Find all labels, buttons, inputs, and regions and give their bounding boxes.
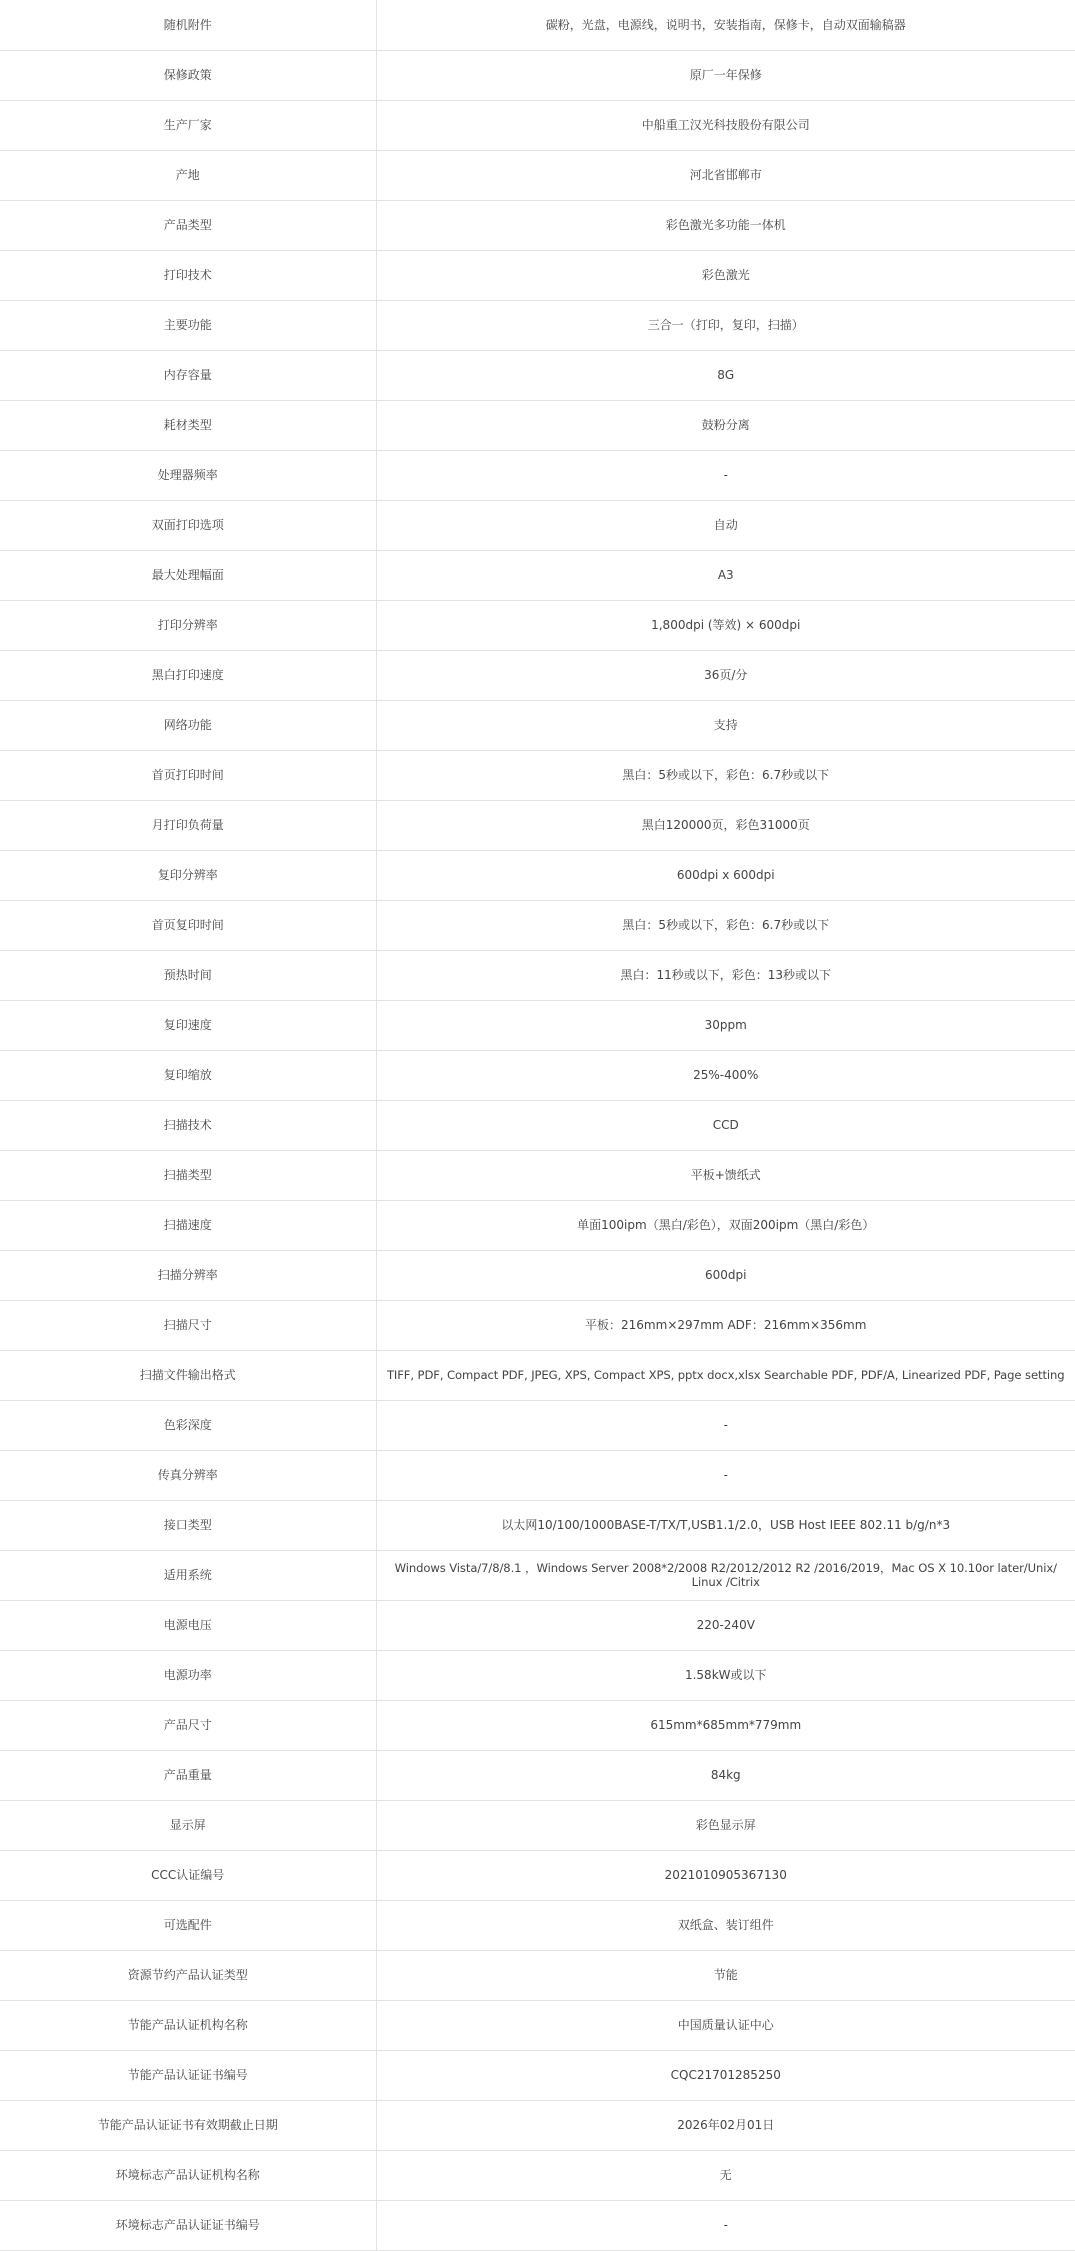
spec-row <box>0 1650 1075 1700</box>
spec-label: 打印技术 <box>0 250 376 300</box>
spec-value: 600dpi x 600dpi <box>376 850 1075 900</box>
spec-value: CCD <box>376 1100 1075 1150</box>
spec-value: CQC21701285250 <box>376 2050 1075 2100</box>
spec-value: 河北省邯郸市 <box>376 150 1075 200</box>
spec-label: 生产厂家 <box>0 100 376 150</box>
spec-label: 扫描类型 <box>0 1150 376 1200</box>
spec-value: - <box>376 1450 1075 1500</box>
spec-value: 自动 <box>376 500 1075 550</box>
spec-value: 双纸盒、装订组件 <box>376 1900 1075 1950</box>
spec-label: 接口类型 <box>0 1500 376 1550</box>
spec-row <box>0 950 1075 1000</box>
spec-row <box>0 2150 1075 2200</box>
spec-label: 传真分辨率 <box>0 1450 376 1500</box>
spec-value: 无 <box>376 2150 1075 2200</box>
spec-row <box>0 1400 1075 1450</box>
spec-value: 碳粉，光盘，电源线，说明书，安装指南，保修卡，自动双面输稿器 <box>376 0 1075 50</box>
spec-row <box>0 1450 1075 1500</box>
spec-label: 电源电压 <box>0 1600 376 1650</box>
spec-label: 扫描分辨率 <box>0 1250 376 1300</box>
spec-value: - <box>376 2200 1075 2250</box>
spec-value: 鼓粉分离 <box>376 400 1075 450</box>
spec-label: 适用系统 <box>0 1550 376 1600</box>
spec-value: 2026年02月01日 <box>376 2100 1075 2150</box>
spec-value: TIFF, PDF, Compact PDF, JPEG, XPS, Compact XPS, pptx docx,xlsx Searchable PDF, PDF/A, Linearized PDF, Page setting <box>376 1350 1075 1400</box>
spec-label: 扫描尺寸 <box>0 1300 376 1350</box>
spec-label: 首页打印时间 <box>0 750 376 800</box>
spec-row <box>0 200 1075 250</box>
spec-value: 中国质量认证中心 <box>376 2000 1075 2050</box>
spec-row <box>0 1700 1075 1750</box>
spec-value: 彩色激光 <box>376 250 1075 300</box>
spec-value: 600dpi <box>376 1250 1075 1300</box>
spec-label: 扫描速度 <box>0 1200 376 1250</box>
spec-row <box>0 2000 1075 2050</box>
spec-row <box>0 1850 1075 1900</box>
spec-row <box>0 400 1075 450</box>
spec-value: 原厂一年保修 <box>376 50 1075 100</box>
spec-row <box>0 1300 1075 1350</box>
spec-label: 网络功能 <box>0 700 376 750</box>
spec-row <box>0 650 1075 700</box>
spec-value: 黑白：5秒或以下，彩色：6.7秒或以下 <box>376 750 1075 800</box>
spec-row <box>0 600 1075 650</box>
spec-row <box>0 1600 1075 1650</box>
spec-row <box>0 150 1075 200</box>
spec-label: 耗材类型 <box>0 400 376 450</box>
spec-row <box>0 100 1075 150</box>
spec-value: 黑白：11秒或以下，彩色：13秒或以下 <box>376 950 1075 1000</box>
spec-label: 节能产品认证证书编号 <box>0 2050 376 2100</box>
spec-value: 8G <box>376 350 1075 400</box>
spec-row <box>0 1800 1075 1850</box>
spec-row <box>0 1550 1075 1600</box>
spec-row <box>0 1250 1075 1300</box>
spec-value: 220-240V <box>376 1600 1075 1650</box>
spec-value: 25%-400% <box>376 1050 1075 1100</box>
spec-label: 电源功率 <box>0 1650 376 1700</box>
spec-row <box>0 1350 1075 1400</box>
spec-label: 可选配件 <box>0 1900 376 1950</box>
spec-value: 36页/分 <box>376 650 1075 700</box>
spec-label: 处理器频率 <box>0 450 376 500</box>
spec-label: 产品尺寸 <box>0 1700 376 1750</box>
spec-label: 复印分辨率 <box>0 850 376 900</box>
spec-row <box>0 1900 1075 1950</box>
spec-value: 615mm*685mm*779mm <box>376 1700 1075 1750</box>
spec-label: 复印速度 <box>0 1000 376 1050</box>
spec-value: 彩色显示屏 <box>376 1800 1075 1850</box>
spec-row <box>0 0 1075 50</box>
spec-label: 节能产品认证证书有效期截止日期 <box>0 2100 376 2150</box>
spec-value: 节能 <box>376 1950 1075 2000</box>
spec-row <box>0 500 1075 550</box>
spec-value: A3 <box>376 550 1075 600</box>
spec-row <box>0 2100 1075 2150</box>
spec-value: 支持 <box>376 700 1075 750</box>
spec-row <box>0 1100 1075 1150</box>
spec-label: 保修政策 <box>0 50 376 100</box>
spec-value: 黑白：5秒或以下，彩色：6.7秒或以下 <box>376 900 1075 950</box>
spec-value: 平板：216mm×297mm ADF：216mm×356mm <box>376 1300 1075 1350</box>
spec-value: 黑白120000页，彩色31000页 <box>376 800 1075 850</box>
spec-label: 内存容量 <box>0 350 376 400</box>
spec-row <box>0 1200 1075 1250</box>
spec-value: 平板+馈纸式 <box>376 1150 1075 1200</box>
spec-label: 双面打印选项 <box>0 500 376 550</box>
spec-label: 产品类型 <box>0 200 376 250</box>
spec-row <box>0 1950 1075 2000</box>
spec-label: 主要功能 <box>0 300 376 350</box>
spec-value: - <box>376 1400 1075 1450</box>
spec-row <box>0 550 1075 600</box>
spec-value: 1,800dpi (等效) × 600dpi <box>376 600 1075 650</box>
spec-row <box>0 1000 1075 1050</box>
spec-label: 环境标志产品认证机构名称 <box>0 2150 376 2200</box>
spec-label: 资源节约产品认证类型 <box>0 1950 376 2000</box>
spec-value: 以太网10/100/1000BASE-T/TX/T,USB1.1/2.0，USB Host IEEE 802.11 b/g/n*3 <box>376 1500 1075 1550</box>
spec-row <box>0 250 1075 300</box>
spec-value: - <box>376 450 1075 500</box>
spec-value: 2021010905367130 <box>376 1850 1075 1900</box>
spec-label: 预热时间 <box>0 950 376 1000</box>
spec-label: 显示屏 <box>0 1800 376 1850</box>
spec-value: 84kg <box>376 1750 1075 1800</box>
spec-label: 打印分辨率 <box>0 600 376 650</box>
spec-label: 随机附件 <box>0 0 376 50</box>
spec-value: 单面100ipm（黑白/彩色），双面200ipm（黑白/彩色） <box>376 1200 1075 1250</box>
spec-row <box>0 700 1075 750</box>
spec-value: 30ppm <box>376 1000 1075 1050</box>
spec-row <box>0 1750 1075 1800</box>
spec-label: 扫描技术 <box>0 1100 376 1150</box>
spec-row <box>0 350 1075 400</box>
spec-row <box>0 2050 1075 2100</box>
spec-row <box>0 1050 1075 1100</box>
spec-row <box>0 1150 1075 1200</box>
spec-row <box>0 450 1075 500</box>
spec-label: 月打印负荷量 <box>0 800 376 850</box>
spec-row <box>0 900 1075 950</box>
spec-row <box>0 2200 1075 2250</box>
spec-value: 三合一（打印，复印，扫描） <box>376 300 1075 350</box>
spec-label: 环境标志产品认证证书编号 <box>0 2200 376 2250</box>
spec-value: 彩色激光多功能一体机 <box>376 200 1075 250</box>
spec-value: 1.58kW或以下 <box>376 1650 1075 1700</box>
spec-label: 首页复印时间 <box>0 900 376 950</box>
spec-row <box>0 750 1075 800</box>
spec-row <box>0 1500 1075 1550</box>
spec-value: 中船重工汉光科技股份有限公司 <box>376 100 1075 150</box>
spec-label: 产地 <box>0 150 376 200</box>
spec-label: 最大处理幅面 <box>0 550 376 600</box>
spec-label: 黑白打印速度 <box>0 650 376 700</box>
spec-label: 复印缩放 <box>0 1050 376 1100</box>
spec-row <box>0 800 1075 850</box>
spec-label: 色彩深度 <box>0 1400 376 1450</box>
spec-label: 扫描文件输出格式 <box>0 1350 376 1400</box>
spec-row <box>0 300 1075 350</box>
spec-row <box>0 850 1075 900</box>
spec-label: 节能产品认证机构名称 <box>0 2000 376 2050</box>
spec-row <box>0 50 1075 100</box>
spec-label: 产品重量 <box>0 1750 376 1800</box>
spec-value: Windows Vista/7/8/8.1 ，Windows Server 2008*2/2008 R2/2012/2012 R2 /2016/2019，Mac OS X 10.10or later/Unix/ Linux /Citrix <box>376 1550 1075 1600</box>
spec-label: CCC认证编号 <box>0 1850 376 1900</box>
